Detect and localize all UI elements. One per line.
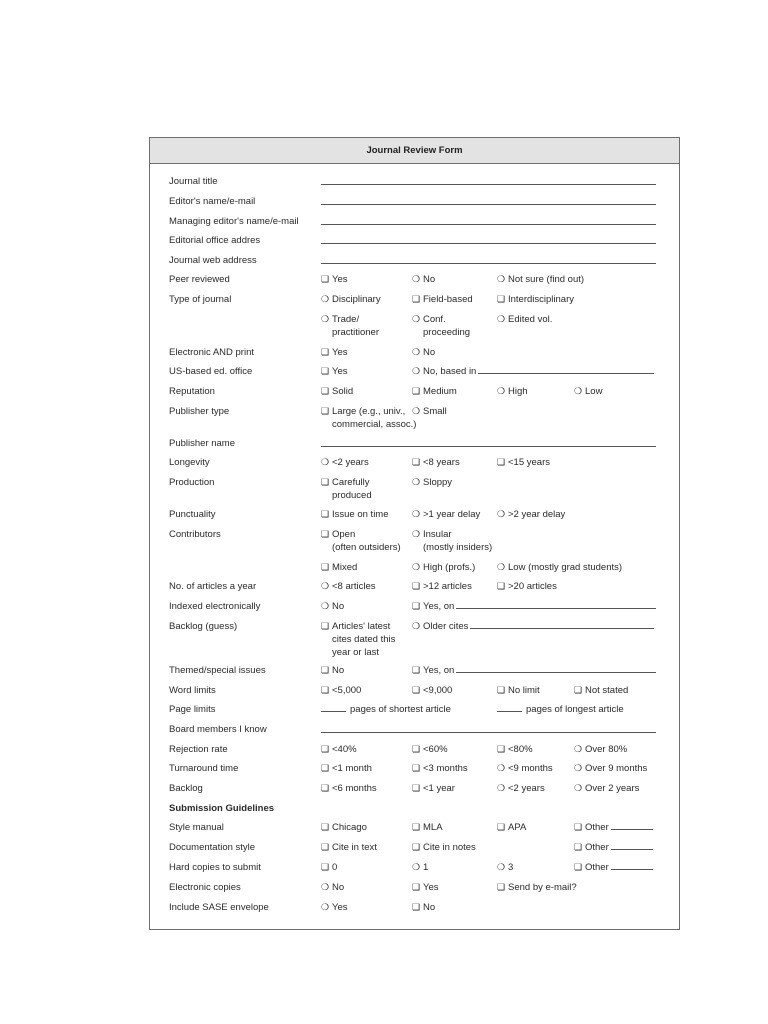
field-label: Word limits <box>169 685 216 696</box>
radio-icon[interactable]: ❍ <box>321 902 330 912</box>
option-label: <60% <box>423 744 448 755</box>
checkbox-icon[interactable]: ❑ <box>412 882 421 892</box>
option-label: Send by e-mail? <box>508 882 577 893</box>
option-label: Small <box>423 406 447 417</box>
checkbox-icon[interactable]: ❑ <box>321 509 330 519</box>
form-option[interactable] <box>412 743 448 756</box>
blank-line[interactable] <box>456 600 656 609</box>
form-option[interactable] <box>412 600 656 613</box>
option-label: 0 <box>332 862 338 873</box>
form-option[interactable] <box>321 528 401 554</box>
radio-icon[interactable]: ❍ <box>412 562 421 572</box>
option-label: Low (mostly grad students) <box>508 562 623 573</box>
field-label: Publisher name <box>169 438 236 449</box>
form-option[interactable] <box>321 743 357 756</box>
form-option[interactable] <box>497 743 533 756</box>
option-label: Over 80% <box>585 744 628 755</box>
checkbox-icon[interactable]: ❑ <box>497 685 506 695</box>
form-option[interactable] <box>412 273 435 286</box>
form-option[interactable] <box>412 861 428 874</box>
option-label: <1 month <box>332 763 372 774</box>
radio-icon[interactable]: ❍ <box>574 763 583 773</box>
form-title: Journal Review Form <box>150 138 679 164</box>
field-label: Journal web address <box>169 255 257 266</box>
checkbox-icon[interactable]: ❑ <box>574 842 583 852</box>
checkbox-icon[interactable]: ❑ <box>412 457 421 467</box>
radio-icon[interactable]: ❍ <box>497 862 506 872</box>
form-option[interactable] <box>497 861 513 874</box>
blank-line[interactable] <box>478 365 654 374</box>
option-label: Issue on time <box>332 509 389 520</box>
form-option[interactable] <box>574 385 602 398</box>
form-option[interactable] <box>321 405 416 431</box>
option-label: Yes, on <box>423 665 455 676</box>
text-entry-line[interactable] <box>321 243 656 244</box>
option-label: Other <box>585 862 609 873</box>
radio-icon[interactable]: ❍ <box>412 274 421 284</box>
option-label: Over 2 years <box>585 783 640 794</box>
form-option[interactable] <box>497 313 552 326</box>
option-label: pages of shortest article <box>350 704 451 715</box>
form-option[interactable] <box>497 821 526 834</box>
radio-icon[interactable]: ❍ <box>321 314 330 324</box>
field-label: No. of articles a year <box>169 581 257 592</box>
option-label: <9,000 <box>423 685 453 696</box>
option-label: MLA <box>423 822 443 833</box>
form-option[interactable] <box>321 861 337 874</box>
form-option[interactable] <box>321 684 361 697</box>
option-label: Medium <box>423 386 457 397</box>
field-label: Peer reviewed <box>169 274 230 285</box>
radio-icon[interactable]: ❍ <box>574 783 583 793</box>
checkbox-icon[interactable]: ❑ <box>412 581 421 591</box>
option-label: Solid <box>332 386 354 397</box>
checkbox-icon[interactable]: ❑ <box>574 685 583 695</box>
option-label: <2 years <box>332 457 369 468</box>
checkbox-icon[interactable]: ❑ <box>321 763 330 773</box>
blank-line[interactable] <box>321 703 346 712</box>
option-label: Yes, on <box>423 601 455 612</box>
radio-icon[interactable]: ❍ <box>497 509 506 519</box>
form-option[interactable] <box>574 762 647 775</box>
option-label: APA <box>508 822 527 833</box>
form-option[interactable] <box>412 664 656 677</box>
field-label: Page limits <box>169 704 216 715</box>
form-option[interactable] <box>412 476 452 489</box>
option-label: Field-based <box>423 294 473 305</box>
text-entry-line[interactable] <box>321 184 656 185</box>
form-option[interactable] <box>574 821 653 834</box>
checkbox-icon[interactable]: ❑ <box>321 529 330 539</box>
form-option[interactable] <box>412 346 435 359</box>
option-label: Yes <box>423 882 439 893</box>
blank-line[interactable] <box>611 821 653 830</box>
form-option[interactable] <box>321 385 353 398</box>
form-option[interactable] <box>412 365 654 378</box>
field-label: Publisher type <box>169 406 230 417</box>
form-option[interactable] <box>497 684 540 697</box>
blank-line[interactable] <box>470 620 654 629</box>
option-label: pages of longest article <box>526 704 624 715</box>
checkbox-icon[interactable]: ❑ <box>497 744 506 754</box>
form-option[interactable] <box>412 762 468 775</box>
option-label: High (profs.) <box>423 562 476 573</box>
option-label: No <box>332 665 345 676</box>
form-option[interactable] <box>412 901 435 914</box>
option-label-continued: (often outsiders) <box>332 542 401 553</box>
form-option[interactable] <box>574 743 627 756</box>
radio-icon[interactable]: ❍ <box>412 406 421 416</box>
option-label: <80% <box>508 744 533 755</box>
checkbox-icon[interactable]: ❑ <box>321 744 330 754</box>
radio-icon[interactable]: ❍ <box>497 386 506 396</box>
option-label: No <box>423 902 436 913</box>
checkbox-icon[interactable]: ❑ <box>497 581 506 591</box>
option-label: <5,000 <box>332 685 362 696</box>
option-label-continued: cites dated this <box>332 634 396 645</box>
option-label: Mixed <box>332 562 358 573</box>
option-label: Disciplinary <box>332 294 381 305</box>
checkbox-icon[interactable]: ❑ <box>497 294 506 304</box>
field-label: Production <box>169 477 215 488</box>
option-label: >12 articles <box>423 581 472 592</box>
form-option[interactable] <box>412 620 654 633</box>
option-label: Cite in notes <box>423 842 476 853</box>
option-label: Not sure (find out) <box>508 274 585 285</box>
form-option[interactable] <box>497 508 565 521</box>
option-label: No <box>332 601 345 612</box>
field-label: Include SASE envelope <box>169 902 269 913</box>
field-label: Punctuality <box>169 509 216 520</box>
form-option[interactable] <box>497 293 574 306</box>
option-label: >1 year delay <box>423 509 481 520</box>
form-option[interactable] <box>321 293 381 306</box>
checkbox-icon[interactable]: ❑ <box>412 783 421 793</box>
form-option[interactable] <box>412 841 476 854</box>
field-label: Turnaround time <box>169 763 239 774</box>
form-option[interactable] <box>412 580 472 593</box>
radio-icon[interactable]: ❍ <box>412 621 421 631</box>
option-label: Older cites <box>423 621 469 632</box>
text-entry-line[interactable] <box>321 224 656 225</box>
form-option[interactable] <box>412 528 492 554</box>
field-label: Style manual <box>169 822 224 833</box>
form-option[interactable] <box>412 385 457 398</box>
text-entry-line[interactable] <box>321 263 656 264</box>
option-label: Other <box>585 842 609 853</box>
option-label: No limit <box>508 685 540 696</box>
checkbox-icon[interactable]: ❑ <box>321 621 330 631</box>
option-label: <8 articles <box>332 581 376 592</box>
form-option[interactable] <box>412 881 439 894</box>
form-option[interactable] <box>321 620 395 659</box>
form-option[interactable] <box>412 456 460 469</box>
radio-icon[interactable]: ❍ <box>321 457 330 467</box>
checkbox-icon[interactable]: ❑ <box>574 822 583 832</box>
form-option[interactable] <box>574 841 653 854</box>
option-label: <8 years <box>423 457 460 468</box>
checkbox-icon[interactable]: ❑ <box>412 386 421 396</box>
option-label: Chicago <box>332 822 367 833</box>
radio-icon[interactable]: ❍ <box>574 744 583 754</box>
field-label: Electronic copies <box>169 882 241 893</box>
form-option[interactable] <box>321 600 344 613</box>
checkbox-icon[interactable]: ❑ <box>412 744 421 754</box>
checkbox-icon[interactable]: ❑ <box>321 562 330 572</box>
field-label: US-based ed. office <box>169 366 253 377</box>
text-entry-line[interactable] <box>321 446 656 447</box>
form-option[interactable] <box>412 508 480 521</box>
form-option[interactable] <box>497 762 553 775</box>
option-label: <6 months <box>332 783 377 794</box>
option-label: <15 years <box>508 457 550 468</box>
option-label: <1 year <box>423 783 455 794</box>
field-label: Type of journal <box>169 294 232 305</box>
form-option[interactable] <box>321 346 348 359</box>
option-label: <9 months <box>508 763 553 774</box>
form-option[interactable] <box>497 580 557 593</box>
blank-line[interactable] <box>611 841 653 850</box>
radio-icon[interactable]: ❍ <box>497 763 506 773</box>
option-label: Trade/ <box>332 314 360 325</box>
field-label: Documentation style <box>169 842 256 853</box>
checkbox-icon[interactable]: ❑ <box>321 274 330 284</box>
field-label: Hard copies to submit <box>169 862 261 873</box>
option-label-continued: year or last <box>332 647 379 658</box>
form-option[interactable] <box>321 901 348 914</box>
form-option[interactable] <box>321 561 357 574</box>
form-option[interactable] <box>497 782 545 795</box>
radio-icon[interactable]: ❍ <box>412 509 421 519</box>
checkbox-icon[interactable]: ❑ <box>321 842 330 852</box>
text-entry-line[interactable] <box>321 204 656 205</box>
field-label: Backlog (guess) <box>169 621 238 632</box>
form-option[interactable] <box>321 365 348 378</box>
form-option[interactable] <box>497 881 577 894</box>
radio-icon[interactable]: ❍ <box>497 314 506 324</box>
field-label: Electronic AND print <box>169 347 255 358</box>
option-label: Interdisciplinary <box>508 294 574 305</box>
option-label: Yes <box>332 347 348 358</box>
checkbox-icon[interactable]: ❑ <box>412 601 421 611</box>
form-option[interactable] <box>497 561 622 574</box>
form-option[interactable] <box>574 782 639 795</box>
field-label: Editor's name/e-mail <box>169 196 256 207</box>
checkbox-icon[interactable]: ❑ <box>321 347 330 357</box>
option-label-continued: (mostly insiders) <box>423 542 493 553</box>
checkbox-icon[interactable]: ❑ <box>412 763 421 773</box>
checkbox-icon[interactable]: ❑ <box>321 862 330 872</box>
radio-icon[interactable]: ❍ <box>497 274 506 284</box>
option-label: <40% <box>332 744 357 755</box>
field-label: Backlog <box>169 783 203 794</box>
form-option[interactable] <box>412 821 443 834</box>
radio-icon[interactable]: ❍ <box>321 601 330 611</box>
form-option[interactable] <box>321 456 369 469</box>
option-label: No <box>423 274 436 285</box>
radio-icon[interactable]: ❍ <box>412 347 421 357</box>
form-option[interactable] <box>497 703 624 716</box>
form-option[interactable] <box>497 385 528 398</box>
form-option[interactable] <box>321 841 377 854</box>
field-label: Rejection rate <box>169 744 228 755</box>
form-option[interactable] <box>321 508 389 521</box>
radio-icon[interactable]: ❍ <box>412 477 421 487</box>
option-label: Articles' latest <box>332 621 391 632</box>
field-label: Journal title <box>169 176 218 187</box>
option-label-continued: produced <box>332 490 372 501</box>
form-option[interactable] <box>412 561 475 574</box>
option-label-continued: commercial, assoc.) <box>332 419 417 430</box>
checkbox-icon[interactable]: ❑ <box>321 685 330 695</box>
option-label: Open <box>332 529 356 540</box>
option-label: 3 <box>508 862 514 873</box>
radio-icon[interactable]: ❍ <box>321 581 330 591</box>
radio-icon[interactable]: ❍ <box>574 386 583 396</box>
option-label: Cite in text <box>332 842 377 853</box>
form-option[interactable] <box>321 762 372 775</box>
checkbox-icon[interactable]: ❑ <box>412 902 421 912</box>
checkbox-icon[interactable]: ❑ <box>497 457 506 467</box>
option-label: <2 years <box>508 783 545 794</box>
field-label: Managing editor's name/e-mail <box>169 216 299 227</box>
checkbox-icon[interactable]: ❑ <box>412 294 421 304</box>
section-heading: Submission Guidelines <box>169 803 275 814</box>
checkbox-icon[interactable]: ❑ <box>321 665 330 675</box>
radio-icon[interactable]: ❍ <box>321 882 330 892</box>
form-option[interactable] <box>574 861 653 874</box>
checkbox-icon[interactable]: ❑ <box>321 822 330 832</box>
option-label: No <box>423 347 436 358</box>
form-option[interactable] <box>321 703 451 716</box>
option-label: <3 months <box>423 763 468 774</box>
radio-icon[interactable]: ❍ <box>497 562 506 572</box>
radio-icon[interactable]: ❍ <box>497 783 506 793</box>
option-label: Not stated <box>585 685 629 696</box>
form-option[interactable] <box>321 664 344 677</box>
checkbox-icon[interactable]: ❑ <box>497 882 506 892</box>
form-option[interactable] <box>574 684 628 697</box>
field-label: Indexed electronically <box>169 601 261 612</box>
form-option[interactable] <box>321 313 379 339</box>
radio-icon[interactable]: ❍ <box>412 314 421 324</box>
option-label: Over 9 months <box>585 763 648 774</box>
option-label: Edited vol. <box>508 314 553 325</box>
option-label: Yes <box>332 274 348 285</box>
field-label: Reputation <box>169 386 215 397</box>
checkbox-icon[interactable]: ❑ <box>412 842 421 852</box>
form-option[interactable] <box>412 293 473 306</box>
option-label: >2 year delay <box>508 509 566 520</box>
blank-line[interactable] <box>497 703 522 712</box>
form-option[interactable] <box>412 684 452 697</box>
option-label: No, based in <box>423 366 477 377</box>
form-option[interactable] <box>412 313 470 339</box>
form-option[interactable] <box>321 782 377 795</box>
checkbox-icon[interactable]: ❑ <box>497 822 506 832</box>
form-option[interactable] <box>321 476 372 502</box>
field-label: Longevity <box>169 457 210 468</box>
radio-icon[interactable]: ❍ <box>412 366 421 376</box>
radio-icon[interactable]: ❍ <box>412 529 421 539</box>
checkbox-icon[interactable]: ❑ <box>321 783 330 793</box>
form-option[interactable] <box>412 782 455 795</box>
option-label-continued: practitioner <box>332 327 379 338</box>
checkbox-icon[interactable]: ❑ <box>321 406 330 416</box>
checkbox-icon[interactable]: ❑ <box>321 477 330 487</box>
form-option[interactable] <box>321 881 344 894</box>
option-label: Large (e.g., univ., <box>332 406 406 417</box>
field-label: Themed/special issues <box>169 665 266 676</box>
form-option[interactable] <box>321 821 367 834</box>
checkbox-icon[interactable]: ❑ <box>412 685 421 695</box>
checkbox-icon[interactable]: ❑ <box>412 665 421 675</box>
field-label: Contributors <box>169 529 221 540</box>
option-label: Carefully <box>332 477 370 488</box>
checkbox-icon[interactable]: ❑ <box>321 366 330 376</box>
option-label: Other <box>585 822 609 833</box>
option-label: No <box>332 882 345 893</box>
option-label: 1 <box>423 862 429 873</box>
option-label: Sloppy <box>423 477 453 488</box>
blank-line[interactable] <box>611 861 653 870</box>
field-label: Board members I know <box>169 724 267 735</box>
form-option[interactable] <box>412 405 447 418</box>
option-label: Conf. <box>423 314 446 325</box>
option-label: Insular <box>423 529 452 540</box>
option-label: Low <box>585 386 603 397</box>
option-label: Yes <box>332 902 348 913</box>
form-option[interactable] <box>497 456 550 469</box>
option-label: High <box>508 386 528 397</box>
blank-line[interactable] <box>456 664 656 673</box>
radio-icon[interactable]: ❍ <box>412 862 421 872</box>
checkbox-icon[interactable]: ❑ <box>321 386 330 396</box>
form-option[interactable] <box>497 273 584 286</box>
form-option[interactable] <box>321 580 376 593</box>
journal-review-form <box>149 137 680 930</box>
field-label: Editorial office addres <box>169 235 261 246</box>
checkbox-icon[interactable]: ❑ <box>412 822 421 832</box>
option-label: Yes <box>332 366 348 377</box>
checkbox-icon[interactable]: ❑ <box>574 862 583 872</box>
radio-icon[interactable]: ❍ <box>321 294 330 304</box>
text-entry-line[interactable] <box>321 732 656 733</box>
form-option[interactable] <box>321 273 348 286</box>
option-label: >20 articles <box>508 581 557 592</box>
option-label-continued: proceeding <box>423 327 471 338</box>
